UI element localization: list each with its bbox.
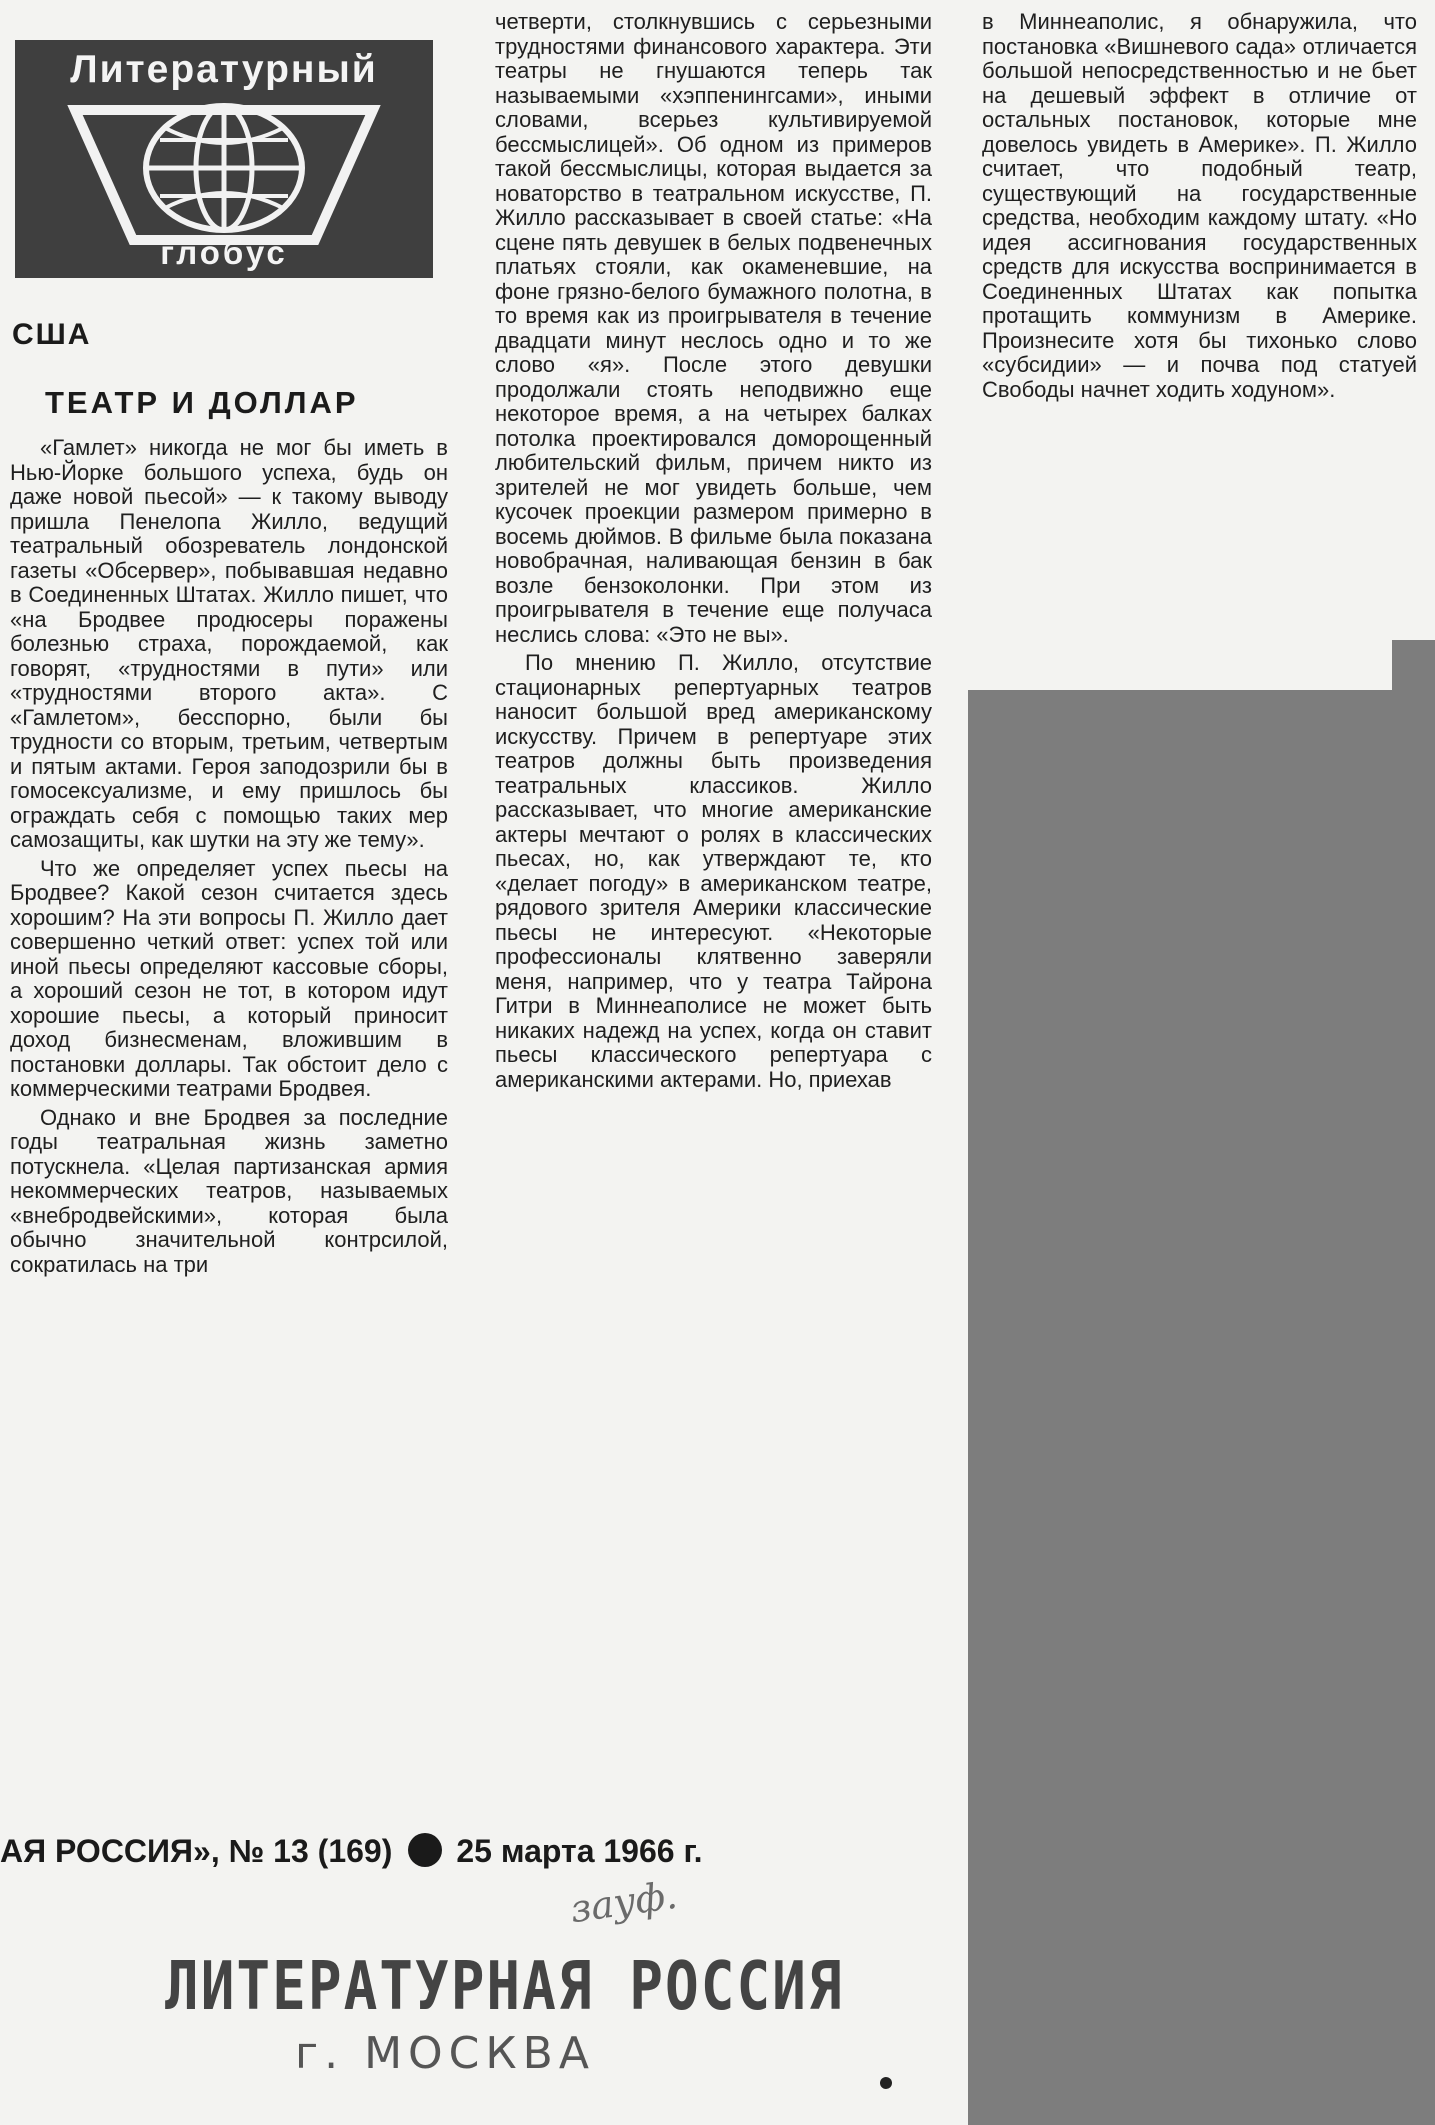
- masthead-paper: АЯ РОССИЯ», № 13 (169): [0, 1833, 393, 1869]
- paragraph: Что же определяет успех пьесы на Бродвее? Какой сезон считается здесь хорошим? На эти вопросы П. Жилло дает совершенно четкий ответ: успех той или иной пьесы определяют кассовые сборы, а хороший сезон не тот, в котором идут хорошие пьесы, а который приносит доход бизнесменам, вложившим в постановки доллары. Так обстоит дело с коммерческими театрами Бродвея.: [10, 855, 448, 1101]
- section-logo: [15, 40, 433, 278]
- newspaper-masthead: [0, 1833, 930, 1870]
- backing-sheet-edge: [1392, 640, 1435, 690]
- paragraph: Однако и вне Бродвея за последние годы театральная жизнь заметно потускнела. «Целая партизанская армия некоммерческих театров, называемых «внебродвейскими», которая была обычно значительной контрсилой, сократилась на три: [10, 1104, 448, 1277]
- paragraph: в Миннеаполис, я обнаружила, что постановка «Вишневого сада» отличается большой непосредственностью и не бьет на дешевый эффект в отличие от остальных постановок, которые мне довелось увидеть в Америке». П. Жилло считает, что подобный театр, существующий на государственные средства, необходим каждому штату. «Но идея ассигнования государственных средств для искусства воспринимается в Соединенных Штатах как попытка протащить коммунизм в Америке. Произнесите хотя бы тихонько слово «субсидии» — и почва под статуей Свободы начнет ходить ходуном».: [982, 9, 1417, 402]
- logo-top-text: Литературный: [70, 48, 378, 91]
- bullet-icon: [408, 1833, 442, 1867]
- masthead-date: 25 марта 1966 г.: [456, 1833, 703, 1869]
- article-headline: ТЕАТР И ДОЛЛАР: [45, 385, 359, 420]
- ink-speck: [880, 2077, 892, 2089]
- article-column-3: [982, 10, 1417, 402]
- paragraph: четверти, столкнувшись с серьезными трудностями финансового характера. Эти театры не гнушаются теперь так называемыми «хэппенингсами», иными словами, всерьез культивируемой бессмыслицей». Об одном из примеров такой бессмыслицы, которая выдается за новаторство в театральном искусстве, П. Жилло рассказывает в своей статье: «На сцене пять девушек в белых подвенечных платьях стояли, как окаменевшие, на фоне грязно-белого бумажного полотна, в то время как из проигрывателя в течение двадцати минут неслось одно и то же слово «я». После этого девушки продолжали стоять неподвижно еще некоторое время, а на четырех балках потолка проектировался доморощенный любительский фильм, причем никто из зрителей не мог увидеть больше, чем кусочек проекции размером примерно в восемь дюймов. В фильме была показана новобрачная, наливающая бензин в бак возле бензоколонки. При этом из проигрывателя в течение еще получаса неслись слова: «Это не вы».: [495, 9, 932, 647]
- article-column-2: [495, 10, 932, 1092]
- handwritten-note: зауф.: [567, 1872, 680, 1932]
- paragraph: По мнению П. Жилло, отсутствие стационарных репертуарных театров наносит большой вред американскому искусству. Причем в репертуаре этих театров должны быть произведения театральных классиков. Жилло рассказывает, что многие американские актеры мечтают о ролях в классических пьесах, но, как утверждают те, кто «делает погоду» в американском театре, рядового зрителя Америки классические пьесы не интересуют. «Некоторые профессионалы клятвенно заверяли меня, например, что у театра Тайрона Гитри в Миннеаполисе не может быть никаких надежд на успех, когда он ставит пьесы классического репертуара с американскими актерами. Но, приехав: [495, 650, 932, 1092]
- library-stamp-city: г. МОСКВА: [295, 2028, 595, 2079]
- paragraph: «Гамлет» никогда не мог бы иметь в Нью-Йорке большого успеха, будь он даже новой пьесой» — к такому выводу пришла Пенелопа Жилло, ведущий театральный обозреватель лондонской газеты «Обсервер», побывавшая недавно в Соединенных Штатах. Жилло пишет, что «на Бродвее продюсеры поражены болезнью страха, порождаемой, как говорят, «трудностями в пути» или «трудностями второго акта». С «Гамлетом», бесспорно, были бы трудности со вторым, третьим, четвертым и пятым актами. Героя заподозрили бы в гомосексуализме, и ему пришлось бы ограждать себя с помощью таких мер самозащиты, как шутки на эту же тему».: [10, 435, 448, 852]
- logo-bottom-text: глобус: [160, 234, 288, 271]
- country-label: США: [12, 318, 92, 351]
- library-stamp-title: ЛИТЕРАТУРНАЯ РОССИЯ: [165, 1948, 844, 2026]
- backing-sheet: [968, 690, 1435, 2125]
- article-column-1: [10, 436, 448, 1277]
